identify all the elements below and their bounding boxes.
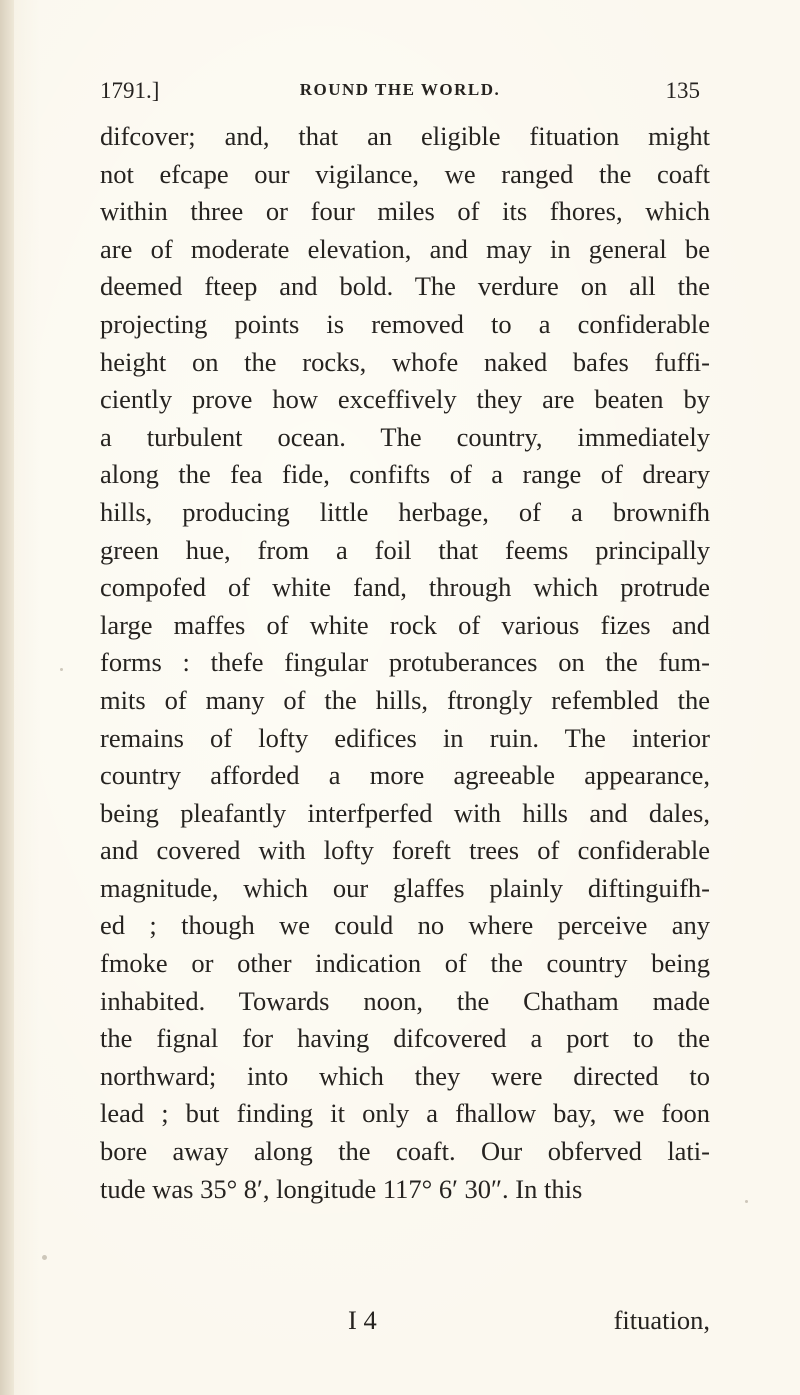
text-line: large maffes of white rock of various fizes and — [100, 609, 710, 640]
body-text — [100, 118, 710, 1208]
text-line: being pleafantly interfperfed with hills and dales, — [100, 797, 710, 828]
page-footer — [100, 1305, 710, 1341]
text-line: not efcape our vigilance, we ranged the coaft — [100, 158, 710, 189]
text-line: height on the rocks, whofe naked bafes fuffi- — [100, 346, 710, 377]
paper-speck — [60, 668, 63, 671]
text-line: green hue, from a foil that feems principally — [100, 534, 710, 565]
text-line: inhabited. Towards noon, the Chatham made — [100, 985, 710, 1016]
page-gutter — [0, 0, 14, 1395]
paper-speck — [42, 1255, 47, 1260]
text-line: difcover; and, that an eligible fituation might — [100, 121, 710, 151]
text-line: ciently prove how exceffively they are beaten by — [100, 384, 710, 415]
text-line: and covered with lofty foreft trees of confiderable — [100, 835, 710, 866]
text-line: within three or four miles of its fhores, which — [100, 196, 710, 227]
text-line: ed ; though we could no where perceive any — [100, 910, 710, 941]
text-line: fmoke or other indication of the country being — [100, 948, 710, 979]
text-line: projecting points is removed to a confiderable — [100, 308, 710, 339]
text-line: are of moderate elevation, and may in general be — [100, 233, 710, 264]
text-line: remains of lofty edifices in ruin. The interior — [100, 722, 710, 753]
paper-speck — [745, 1200, 748, 1203]
text-line: along the fea fide, confifts of a range of dreary — [100, 459, 710, 490]
text-line: deemed fteep and bold. The verdure on all the — [100, 271, 710, 302]
text-line: the fignal for having difcovered a port to the — [100, 1023, 710, 1054]
text-line: northward; into which they were directed to — [100, 1060, 710, 1091]
text-line: country afforded a more agreeable appearance, — [100, 760, 710, 791]
text-line: tude was 35° 8′, longitude 117° 6′ 30″. In this — [100, 1173, 583, 1204]
text-line: a turbulent ocean. The country, immediately — [100, 421, 710, 452]
text-line: mits of many of the hills, ftrongly refembled the — [100, 684, 710, 715]
page-number: 135 — [665, 78, 700, 103]
running-header — [100, 78, 700, 112]
text-line: lead ; but finding it only a fhallow bay, we foon — [100, 1098, 710, 1129]
text-line: magnitude, which our glaffes plainly diftinguifh- — [100, 872, 710, 903]
text-line: forms : thefe fingular protuberances on the fum- — [100, 647, 710, 678]
catchword: fituation, — [613, 1305, 710, 1335]
text-line: compofed of white fand, through which protrude — [100, 572, 710, 603]
text-line: bore away along the coaft. Our obferved lati- — [100, 1136, 710, 1167]
text-line: hills, producing little herbage, of a brownifh — [100, 496, 710, 527]
header-year: 1791.] — [100, 78, 160, 103]
running-title: ROUND THE WORLD. — [299, 80, 501, 99]
signature-mark: I 4 — [348, 1305, 377, 1335]
